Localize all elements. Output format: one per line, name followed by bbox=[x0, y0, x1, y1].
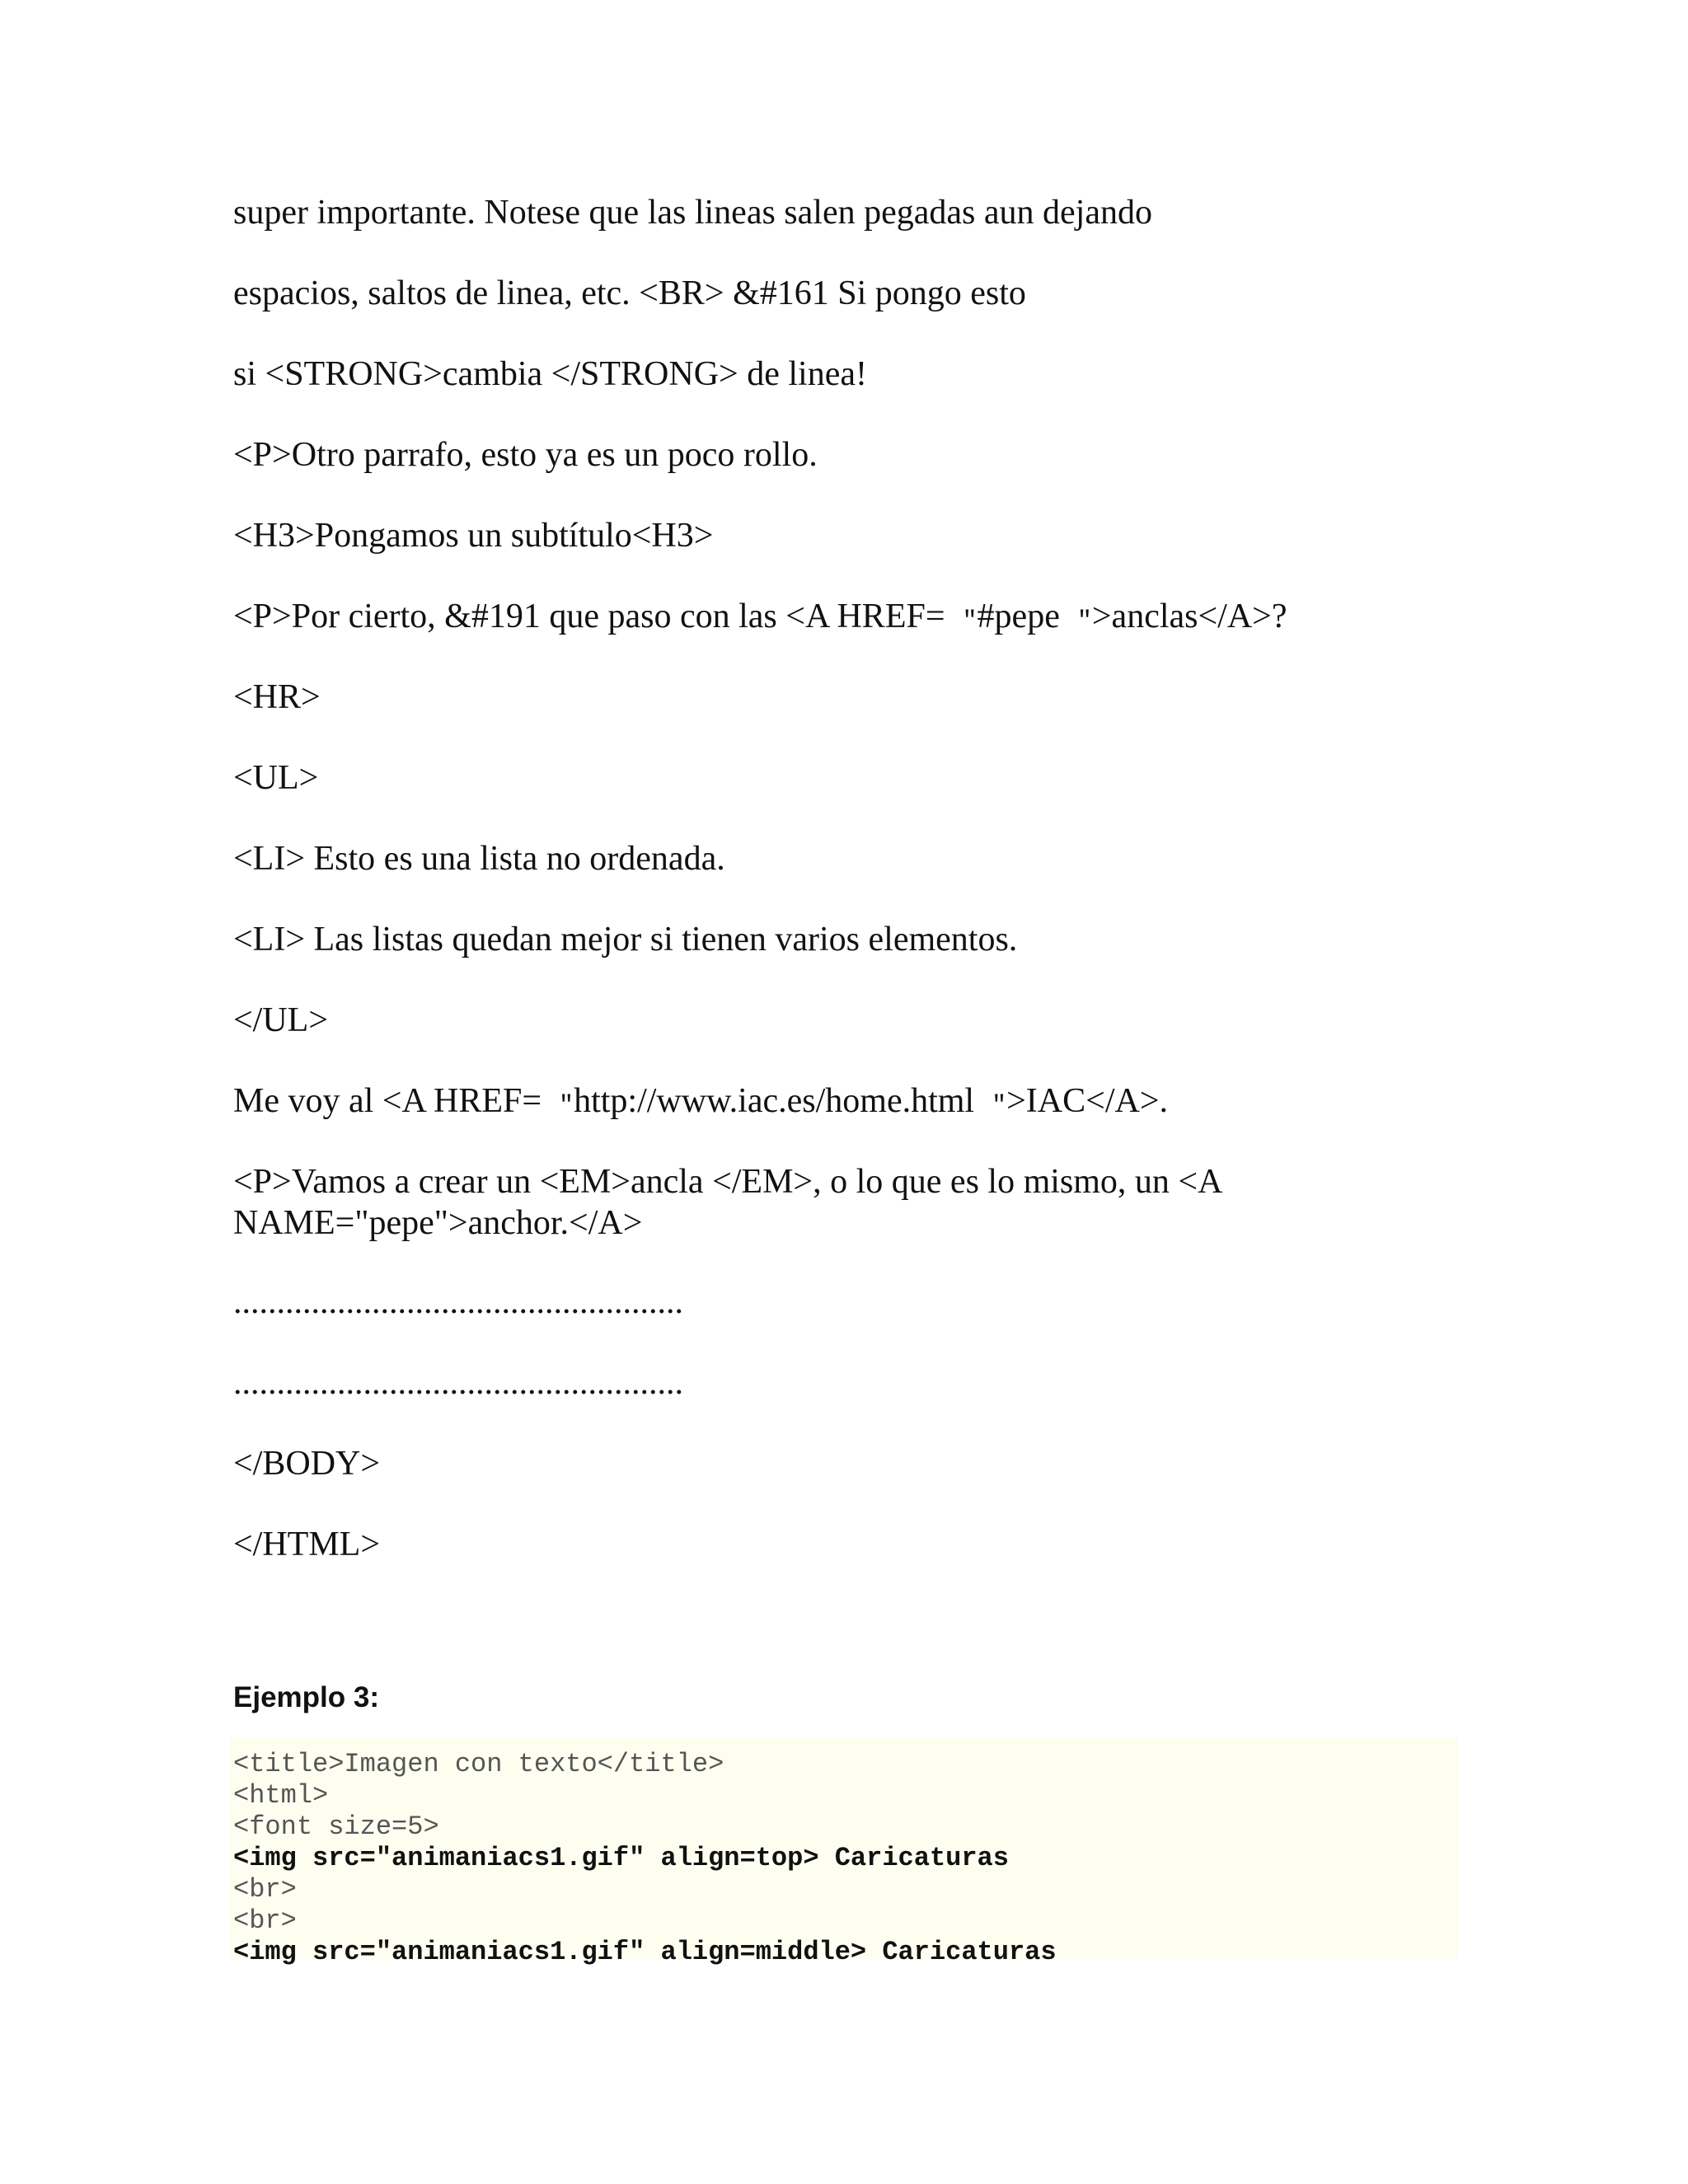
iac-text-line bbox=[233, 1080, 1519, 1127]
code-line: <br> bbox=[233, 1905, 297, 1936]
text-line: espacios, saltos de linea, etc. <BR> &#161 Si pongo esto bbox=[233, 274, 1026, 312]
code-line: <img src="animaniacs1.gif" align=middle> Caricaturas bbox=[233, 1937, 1057, 1967]
code-line: <img src="animaniacs1.gif" align=top> Caricaturas bbox=[233, 1843, 1009, 1873]
text-line: si <STRONG>cambia </STRONG> de linea! bbox=[233, 355, 867, 393]
anchor-text-line bbox=[233, 596, 1519, 642]
text-segment: #pepe bbox=[977, 598, 1077, 635]
code-line: <title>Imagen con texto</title> bbox=[233, 1749, 724, 1779]
text-line: <H3>Pongamos un subtítulo<H3> bbox=[233, 517, 714, 555]
text-line: <HR> bbox=[233, 678, 321, 716]
text-line: </BODY> bbox=[233, 1445, 381, 1483]
text-segment: >IAC</A>. bbox=[1006, 1082, 1169, 1120]
text-line: </HTML> bbox=[233, 1526, 381, 1563]
text-line: <LI> Las listas quedan mejor si tienen varios elementos. bbox=[233, 921, 1018, 958]
em-paragraph: <P>Vamos a crear un <EM>ancla </EM>, o lo que es lo mismo, un <A NAME="pepe">anchor.</A> bbox=[233, 1163, 1230, 1242]
code-line: <html> bbox=[233, 1780, 329, 1811]
quote-mark: " bbox=[1076, 607, 1092, 635]
dotted-line: .................................................... bbox=[233, 1283, 683, 1321]
quote-mark: " bbox=[559, 1092, 574, 1120]
text-segment: >anclas</A>? bbox=[1091, 598, 1287, 635]
code-line: <font size=5> bbox=[233, 1811, 439, 1842]
quote-mark: " bbox=[962, 607, 978, 635]
text-segment: http://www.iac.es/home.html bbox=[574, 1082, 992, 1120]
text-line: <UL> bbox=[233, 759, 319, 797]
text-segment: Me voy al <A HREF= bbox=[233, 1082, 560, 1120]
quote-mark: " bbox=[992, 1092, 1007, 1120]
text-line: super importante. Notese que las lineas salen pegadas aun dejando bbox=[233, 194, 1152, 232]
text-line: <P>Otro parrafo, esto ya es un poco rollo. bbox=[233, 436, 818, 474]
code-line: <br> bbox=[233, 1874, 297, 1905]
text-segment: <P>Por cierto, &#191 que paso con las <A HREF= bbox=[233, 598, 963, 635]
example-heading: Ejemplo 3: bbox=[233, 1681, 379, 1713]
text-line: <LI> Esto es una lista no ordenada. bbox=[233, 840, 725, 878]
text-line: </UL> bbox=[233, 1001, 329, 1039]
dotted-line: .................................................... bbox=[233, 1364, 683, 1402]
code-block bbox=[230, 1737, 1458, 1967]
